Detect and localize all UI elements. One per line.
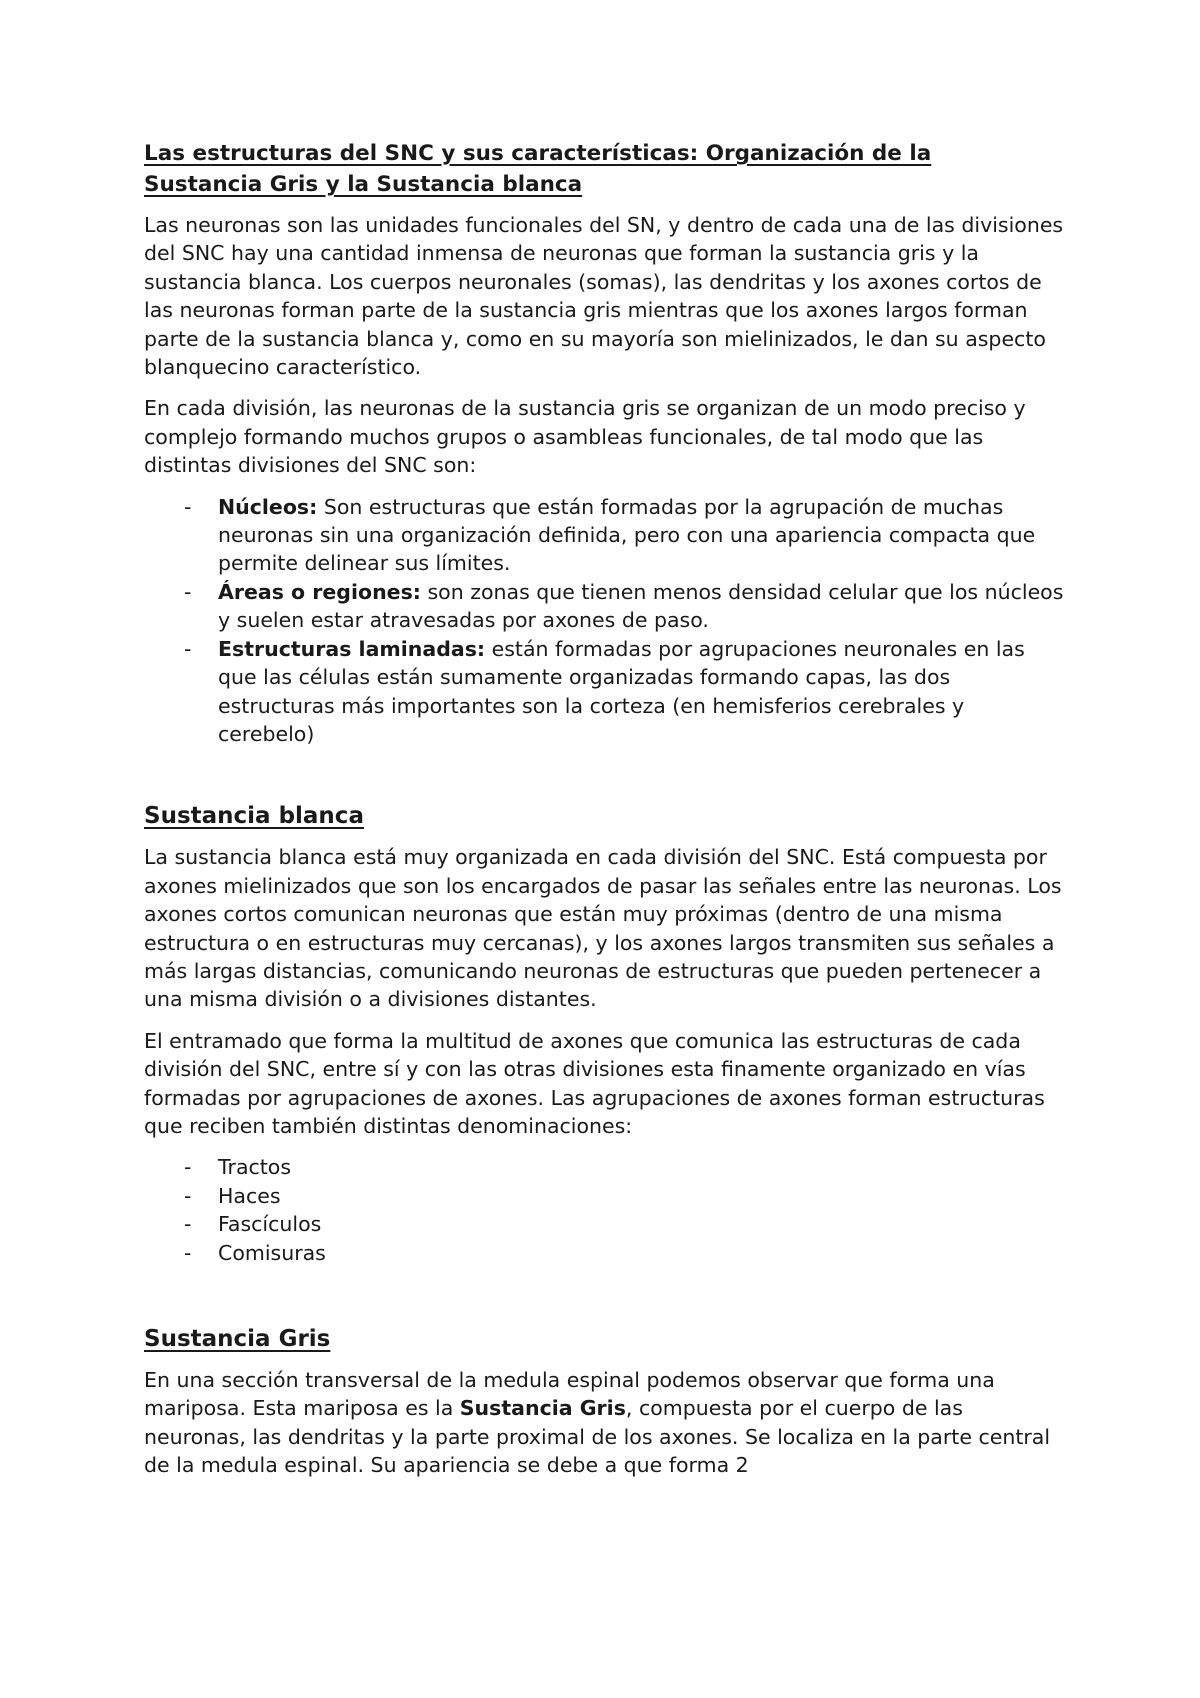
list-item-haces (144, 1182, 1064, 1210)
dash-bullet: - (184, 1183, 192, 1208)
term-areas: Áreas o regiones: (218, 579, 421, 604)
dash-bullet: - (184, 494, 192, 519)
list-item-areas (144, 578, 1064, 635)
axon-groupings-list (144, 1153, 1064, 1267)
heading-sustancia-blanca: Sustancia blanca (144, 803, 364, 830)
list-item-nucleos (144, 493, 1064, 578)
document-title-line-1: Las estructuras del SNC y sus características: Organización de la (144, 141, 932, 166)
grey-text-after: , compuesta por el cuerpo de las neuronas, las dendritas y la parte proximal de los axones. Se localiza en la parte central de la medula espinal. Su apariencia se debe a que forma 2 (144, 1396, 1051, 1478)
desc-nucleos: Son estructuras que están formadas por la agrupación de muchas neuronas sin una organización definida, pero con una apariencia compacta que permite delinear sus límites. (218, 494, 1036, 576)
section-spacer (144, 1267, 1064, 1323)
dash-bullet: - (184, 579, 192, 604)
intro-paragraph-1: Las neuronas son las unidades funcionales del SN, y dentro de cada una de las divisiones del SNC hay una cantidad inmensa de neuronas que forman la sustancia gris y la sustancia blanca. Los cuerpos neuronales (somas), las dendritas y los axones cortos de las neuronas forman parte de la sustancia gris mientras que los axones largos forman parte de la sustancia blanca y, como en su mayoría son mielinizados, le dan su aspecto blanquecino característico. (144, 213, 1064, 380)
term-laminadas: Estructuras laminadas: (218, 636, 486, 661)
document-title-line-2: Sustancia Gris y la Sustancia blanca (144, 172, 583, 197)
heading-sustancia-gris: Sustancia Gris (144, 1326, 331, 1352)
dash-bullet: - (184, 636, 192, 661)
item-text: Fascículos (218, 1212, 322, 1237)
item-text: Tractos (218, 1155, 292, 1180)
list-item-tractos (144, 1153, 1064, 1181)
grey-text-before: En una sección transversal de la medula espinal podemos observar que forma una mariposa. Esta mariposa es la (144, 1368, 995, 1421)
section-spacer (144, 748, 1064, 800)
intro-paragraph-2: En cada división, las neuronas de la sustancia gris se organizan de un modo preciso y complejo formando muchos grupos o asambleas funcionales, de tal modo que las distintas divisiones del SNC son: (144, 396, 1026, 478)
list-item-comisuras (144, 1239, 1064, 1267)
dash-bullet: - (184, 1155, 192, 1180)
list-item-fasciculos (144, 1210, 1064, 1238)
grey-matter-paragraph (144, 1366, 1064, 1480)
white-matter-paragraph-2: El entramado que forma la multitud de axones que comunica las estructuras de cada división del SNC, entre sí y con las otras divisiones esta finamente organizado en vías formadas por agrupaciones de axones. Las agrupaciones de axones forman estructuras que reciben también distintas denominaciones: (144, 1028, 1045, 1138)
dash-bullet: - (184, 1240, 192, 1265)
item-text: Haces (218, 1183, 281, 1208)
document-title (144, 138, 1064, 200)
desc-areas: son zonas que tienen menos densidad celular que los núcleos y suelen estar atravesadas por axones de paso. (218, 579, 1064, 633)
document-page (144, 138, 1064, 1493)
term-nucleos: Núcleos: (218, 494, 318, 519)
white-matter-paragraph-1: La sustancia blanca está muy organizada en cada división del SNC. Está compuesta por axones mielinizados que son los encargados de pasar las señales entre las neuronas. Los axones cortos comunican neuronas que están muy próximas (dentro de una misma estructura o en estructuras muy cercanas), y los axones largos transmiten sus señales a más largas distancias, comunicando neuronas de estructuras que pueden pertenecer a una misma división o a divisiones distantes. (144, 845, 1062, 1012)
grey-bold-term: Sustancia Gris (459, 1396, 626, 1421)
item-text: Comisuras (218, 1240, 326, 1265)
dash-bullet: - (184, 1212, 192, 1237)
list-item-laminadas (144, 635, 1064, 749)
desc-laminadas: están formadas por agrupaciones neuronales en las que las células están sumamente organizadas formando capas, las dos estructuras más importantes son la corteza (en hemisferios cerebrales y cerebelo) (218, 636, 1025, 746)
divisions-list (144, 493, 1064, 749)
